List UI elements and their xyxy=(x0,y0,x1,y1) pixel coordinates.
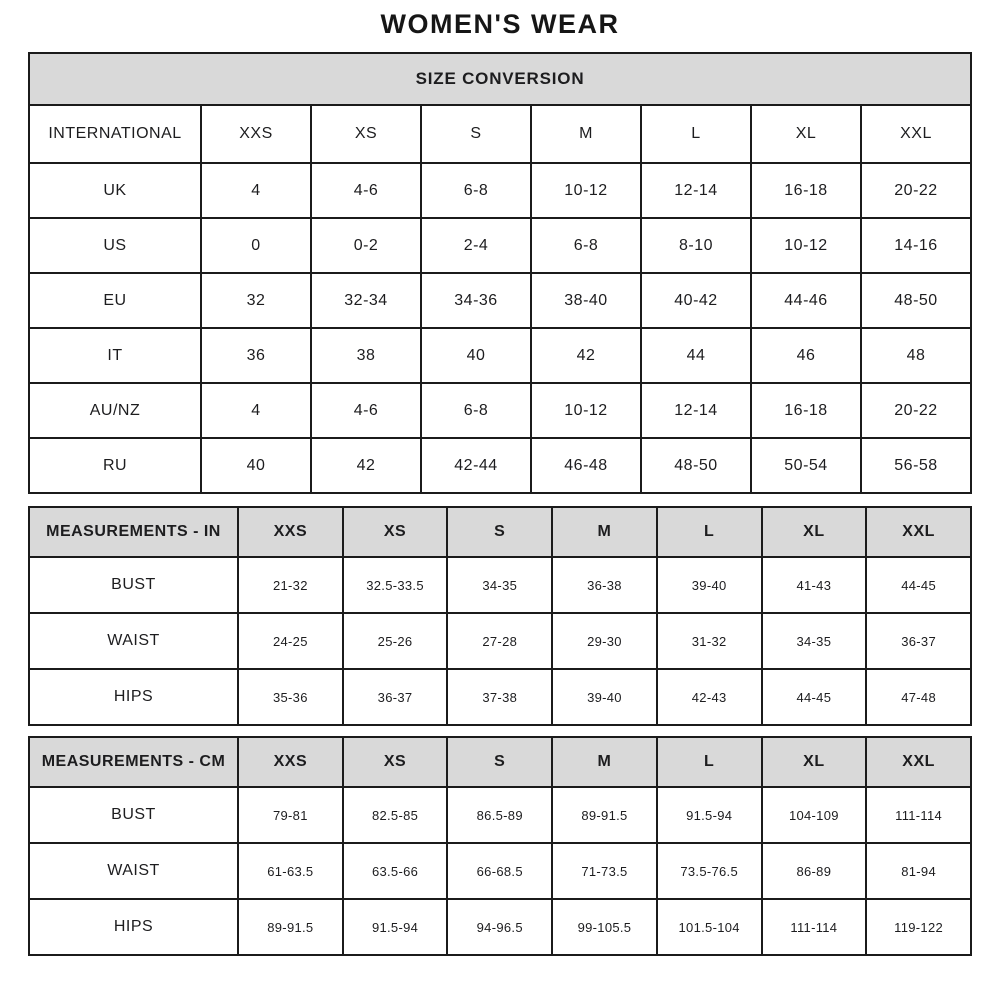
value-cell: 82.5-85 xyxy=(343,787,448,843)
size-header-cell: XS xyxy=(343,737,448,787)
value-cell: 94-96.5 xyxy=(447,899,552,955)
table-row xyxy=(29,273,971,328)
value-cell: 41-43 xyxy=(762,557,867,613)
size-header-cell: XXL xyxy=(866,507,971,557)
value-cell: 37-38 xyxy=(447,669,552,725)
size-header-cell: XXL xyxy=(866,737,971,787)
row-label-cell: HIPS xyxy=(29,899,238,955)
value-cell: 91.5-94 xyxy=(657,787,762,843)
banner-row xyxy=(29,53,971,105)
value-cell: 36-38 xyxy=(552,557,657,613)
value-cell: 24-25 xyxy=(238,613,343,669)
value-cell: 34-35 xyxy=(447,557,552,613)
value-cell: 46 xyxy=(751,328,861,383)
size-header-cell: XXS xyxy=(238,737,343,787)
value-cell: 12-14 xyxy=(641,163,751,218)
value-cell: 39-40 xyxy=(552,669,657,725)
table-row xyxy=(29,787,971,843)
value-cell: 36 xyxy=(201,328,311,383)
value-cell: 86-89 xyxy=(762,843,867,899)
size-header-cell: XS xyxy=(343,507,448,557)
value-cell: 46-48 xyxy=(531,438,641,493)
value-cell: 36-37 xyxy=(343,669,448,725)
row-label-cell: WAIST xyxy=(29,843,238,899)
size-header-cell: M xyxy=(531,105,641,163)
value-cell: 42 xyxy=(531,328,641,383)
value-cell: 32 xyxy=(201,273,311,328)
size-header-cell: XL xyxy=(762,737,867,787)
header-label-cell: INTERNATIONAL xyxy=(29,105,201,163)
row-label-cell: AU/NZ xyxy=(29,383,201,438)
value-cell: 4 xyxy=(201,383,311,438)
value-cell: 16-18 xyxy=(751,163,861,218)
value-cell: 104-109 xyxy=(762,787,867,843)
table-row xyxy=(29,218,971,273)
value-cell: 10-12 xyxy=(531,163,641,218)
size-conversion-banner: SIZE CONVERSION xyxy=(29,53,971,105)
value-cell: 4 xyxy=(201,163,311,218)
table-row xyxy=(29,557,971,613)
value-cell: 48-50 xyxy=(641,438,751,493)
measurements-cm-table xyxy=(28,736,972,956)
value-cell: 71-73.5 xyxy=(552,843,657,899)
value-cell: 38 xyxy=(311,328,421,383)
value-cell: 14-16 xyxy=(861,218,971,273)
value-cell: 111-114 xyxy=(762,899,867,955)
row-label-cell: RU xyxy=(29,438,201,493)
value-cell: 111-114 xyxy=(866,787,971,843)
value-cell: 44-45 xyxy=(866,557,971,613)
value-cell: 36-37 xyxy=(866,613,971,669)
value-cell: 61-63.5 xyxy=(238,843,343,899)
size-header-cell: XXS xyxy=(201,105,311,163)
value-cell: 42 xyxy=(311,438,421,493)
value-cell: 47-48 xyxy=(866,669,971,725)
value-cell: 10-12 xyxy=(751,218,861,273)
size-header-cell: L xyxy=(657,737,762,787)
value-cell: 4-6 xyxy=(311,163,421,218)
row-label-cell: HIPS xyxy=(29,669,238,725)
value-cell: 34-36 xyxy=(421,273,531,328)
size-header-cell: XS xyxy=(311,105,421,163)
size-header-cell: L xyxy=(641,105,751,163)
header-row xyxy=(29,507,971,557)
value-cell: 44-46 xyxy=(751,273,861,328)
size-header-cell: XXS xyxy=(238,507,343,557)
size-header-cell: M xyxy=(552,737,657,787)
value-cell: 42-43 xyxy=(657,669,762,725)
table-row xyxy=(29,328,971,383)
value-cell: 34-35 xyxy=(762,613,867,669)
size-header-cell: XXL xyxy=(861,105,971,163)
row-label-cell: BUST xyxy=(29,557,238,613)
value-cell: 44 xyxy=(641,328,751,383)
row-label-cell: WAIST xyxy=(29,613,238,669)
value-cell: 73.5-76.5 xyxy=(657,843,762,899)
value-cell: 39-40 xyxy=(657,557,762,613)
value-cell: 38-40 xyxy=(531,273,641,328)
measurements-in-table xyxy=(28,506,972,726)
size-header-cell: XL xyxy=(751,105,861,163)
size-header-cell: L xyxy=(657,507,762,557)
value-cell: 6-8 xyxy=(531,218,641,273)
value-cell: 101.5-104 xyxy=(657,899,762,955)
value-cell: 32.5-33.5 xyxy=(343,557,448,613)
value-cell: 20-22 xyxy=(861,163,971,218)
value-cell: 63.5-66 xyxy=(343,843,448,899)
value-cell: 32-34 xyxy=(311,273,421,328)
header-row xyxy=(29,105,971,163)
row-label-cell: BUST xyxy=(29,787,238,843)
value-cell: 86.5-89 xyxy=(447,787,552,843)
table-row xyxy=(29,899,971,955)
row-label-cell: US xyxy=(29,218,201,273)
value-cell: 29-30 xyxy=(552,613,657,669)
value-cell: 66-68.5 xyxy=(447,843,552,899)
row-label-cell: UK xyxy=(29,163,201,218)
value-cell: 81-94 xyxy=(866,843,971,899)
value-cell: 91.5-94 xyxy=(343,899,448,955)
size-header-cell: S xyxy=(421,105,531,163)
value-cell: 35-36 xyxy=(238,669,343,725)
value-cell: 40-42 xyxy=(641,273,751,328)
value-cell: 10-12 xyxy=(531,383,641,438)
header-row xyxy=(29,737,971,787)
value-cell: 40 xyxy=(421,328,531,383)
value-cell: 48 xyxy=(861,328,971,383)
value-cell: 25-26 xyxy=(343,613,448,669)
value-cell: 6-8 xyxy=(421,163,531,218)
value-cell: 48-50 xyxy=(861,273,971,328)
size-header-cell: M xyxy=(552,507,657,557)
header-label-cell: MEASUREMENTS - CM xyxy=(29,737,238,787)
size-header-cell: S xyxy=(447,507,552,557)
table-row xyxy=(29,383,971,438)
value-cell: 31-32 xyxy=(657,613,762,669)
value-cell: 42-44 xyxy=(421,438,531,493)
size-header-cell: S xyxy=(447,737,552,787)
row-label-cell: IT xyxy=(29,328,201,383)
value-cell: 40 xyxy=(201,438,311,493)
value-cell: 99-105.5 xyxy=(552,899,657,955)
value-cell: 79-81 xyxy=(238,787,343,843)
value-cell: 27-28 xyxy=(447,613,552,669)
value-cell: 8-10 xyxy=(641,218,751,273)
table-row xyxy=(29,438,971,493)
size-header-cell: XL xyxy=(762,507,867,557)
value-cell: 89-91.5 xyxy=(238,899,343,955)
page-title: WOMEN'S WEAR xyxy=(380,9,620,39)
value-cell: 44-45 xyxy=(762,669,867,725)
value-cell: 12-14 xyxy=(641,383,751,438)
value-cell: 21-32 xyxy=(238,557,343,613)
value-cell: 0-2 xyxy=(311,218,421,273)
value-cell: 0 xyxy=(201,218,311,273)
size-conversion-table xyxy=(28,52,972,494)
header-label-cell: MEASUREMENTS - IN xyxy=(29,507,238,557)
value-cell: 2-4 xyxy=(421,218,531,273)
value-cell: 89-91.5 xyxy=(552,787,657,843)
table-row xyxy=(29,613,971,669)
value-cell: 6-8 xyxy=(421,383,531,438)
table-row xyxy=(29,843,971,899)
value-cell: 4-6 xyxy=(311,383,421,438)
value-cell: 16-18 xyxy=(751,383,861,438)
value-cell: 56-58 xyxy=(861,438,971,493)
value-cell: 20-22 xyxy=(861,383,971,438)
table-row xyxy=(29,669,971,725)
table-row xyxy=(29,163,971,218)
value-cell: 50-54 xyxy=(751,438,861,493)
value-cell: 119-122 xyxy=(866,899,971,955)
row-label-cell: EU xyxy=(29,273,201,328)
